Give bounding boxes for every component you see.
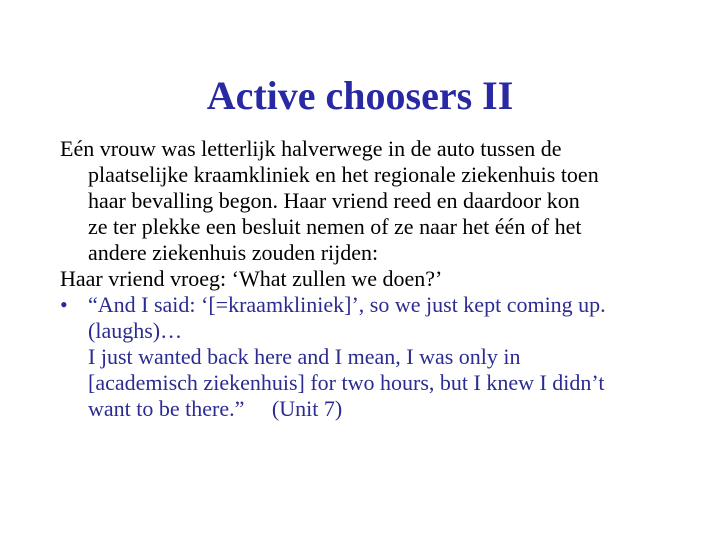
- bullet-icon: •: [60, 292, 68, 317]
- paragraph-1-line: ze ter plekke een besluit nemen of ze naar het één of het: [88, 214, 582, 239]
- paragraph-1-line: andere ziekenhuis zouden rijden:: [88, 240, 379, 265]
- quote-bullet: [60, 292, 700, 422]
- paragraph-1-line: plaatselijke kraamkliniek en het regionale ziekenhuis toen: [88, 162, 599, 187]
- quote-line: I just wanted back here and I mean, I was only in: [88, 344, 521, 369]
- quote-line: (laughs)…: [88, 318, 183, 343]
- quote-line: [academisch ziekenhuis] for two hours, but I knew I didn’t: [88, 370, 605, 395]
- paragraph-1-line: Eén vrouw was letterlijk halverwege in de auto tussen de: [60, 136, 562, 161]
- slide-body: [60, 136, 700, 422]
- paragraph-2: [60, 266, 700, 292]
- quote-line: want to be there.” (Unit 7): [88, 396, 343, 421]
- quote-line: “And I said: ‘[=kraamkliniek]’, so we just kept coming up.: [88, 292, 606, 317]
- paragraph-1-line: haar bevalling begon. Haar vriend reed en daardoor kon: [88, 188, 580, 213]
- slide-title: Active choosers II: [206, 73, 514, 118]
- paragraph-1: [60, 136, 700, 266]
- paragraph-2-line: Haar vriend vroeg: ‘What zullen we doen?’: [60, 266, 443, 291]
